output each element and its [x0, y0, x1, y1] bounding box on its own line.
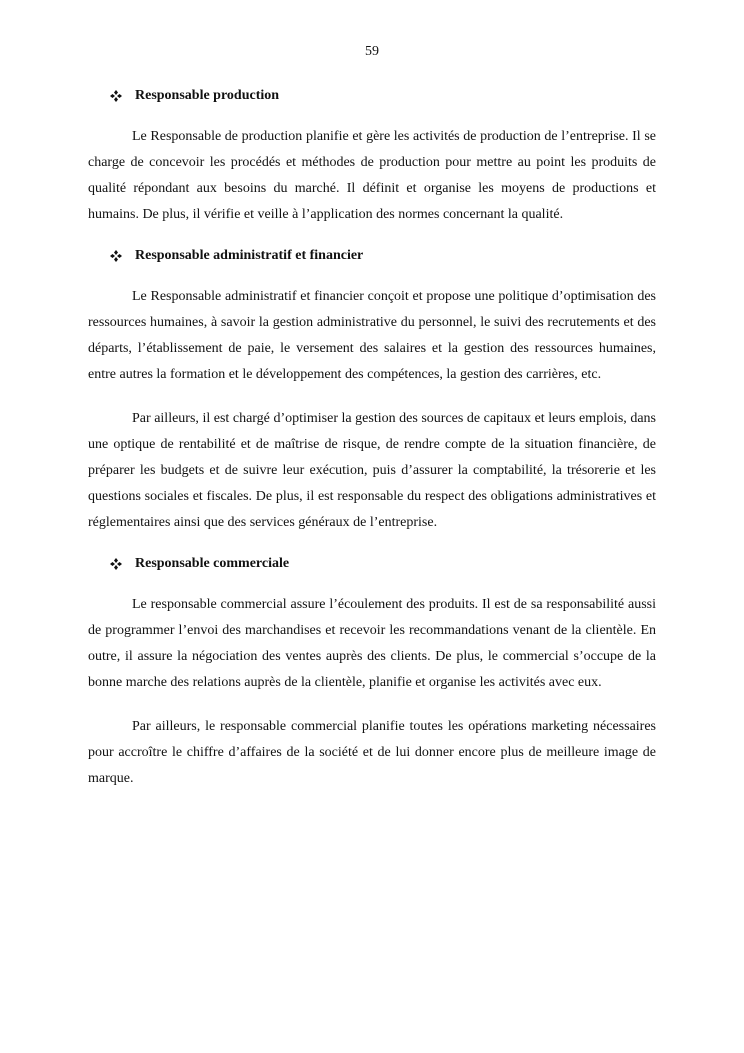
paragraph: Par ailleurs, le responsable commercial planifie toutes les opérations marketing nécessaires pour accroître le chiffre d’affaires de la société et de lui donner encore plus de meilleure image de marque.	[88, 719, 656, 786]
paragraph: Le responsable commercial assure l’écoulement des produits. Il est de sa responsabilité aussi de programmer l’envoi des marchandises et recevoir les recommandations venant de la clientèle. En outre, il assure la négociation des ventes auprès des clients. De plus, le commercial s’occupe de la bonne marche des relations auprès de la clientèle, planifie et organise les activités avec eux.	[88, 597, 656, 690]
paragraph: Par ailleurs, il est chargé d’optimiser la gestion des sources de capitaux et leurs emplois, dans une optique de rentabilité et de maîtrise de risque, de rendre compte de la situation financière, de préparer les budgets et de suivre leur exécution, puis d’assurer la comptabilité, la trésorerie et les questions sociales et fiscales. De plus, il est responsable du respect des obligations administratives et réglementaires ainsi que des services généraux de l’entreprise.	[88, 411, 656, 530]
section-heading	[88, 246, 656, 266]
paragraph: Le Responsable de production planifie et gère les activités de production de l’entreprise. Il se charge de concevoir les procédés et méthodes de production pour mettre au point les produits de qualité répondant aux besoins du marché. Il définit et organise les moyens de productions et humains. De plus, il vérifie et veille à l’application des normes concernant la qualité.	[88, 129, 656, 222]
section-heading-text: Responsable administratif et financier	[135, 248, 364, 263]
section-heading-text: Responsable production	[135, 88, 280, 103]
section-heading	[88, 554, 656, 574]
four-diamond-bullet-icon	[110, 250, 122, 262]
section-heading	[88, 86, 656, 106]
four-diamond-bullet-icon	[110, 90, 122, 102]
four-diamond-bullet-icon	[110, 558, 122, 570]
section-heading-text: Responsable commerciale	[135, 556, 290, 571]
paragraph: Le Responsable administratif et financier conçoit et propose une politique d’optimisation des ressources humaines, à savoir la gestion administrative du personnel, le suivi des recrutements et des départs, l’établissement de paie, le versement des salaires et la gestion des ressources humaines, entre autres la formation et le développement des compétences, la gestion des carrières, etc.	[88, 289, 656, 382]
page-number: 59	[365, 44, 379, 59]
document-body	[88, 86, 656, 810]
